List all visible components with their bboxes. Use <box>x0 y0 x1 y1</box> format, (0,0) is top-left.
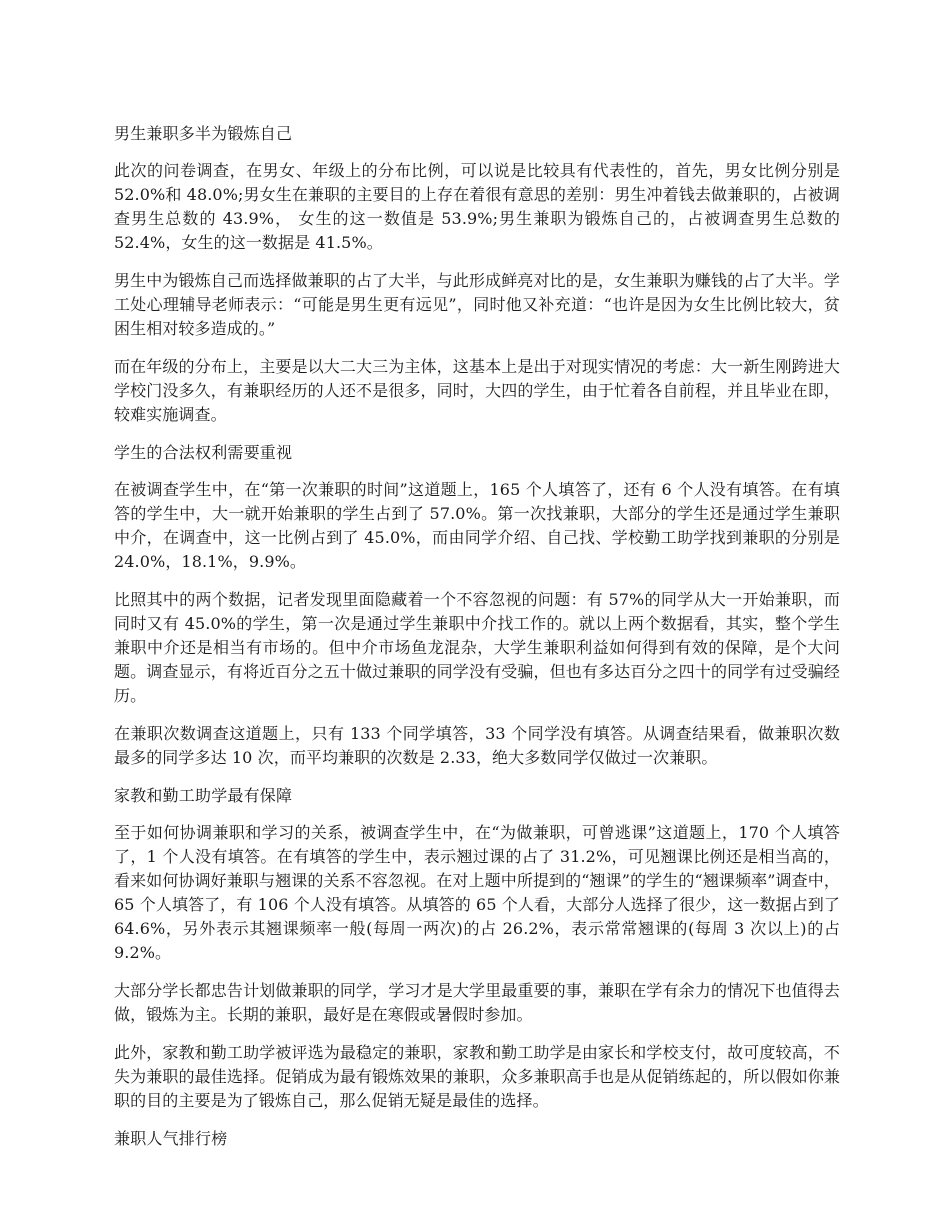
paragraph-gender-comparison: 男生中为锻炼自己而选择做兼职的占了大半，与此形成鲜亮对比的是，女生兼职为赚钱的占了大半。学工处心理辅导老师表示：“可能是男生更有远见”，同时他又补充道：“也许是因为女生比例比较大，贫困生相对较多造成的。” <box>114 271 840 338</box>
paragraph-job-count: 在兼职次数调查这道题上，只有 133 个同学填答，33 个同学没有填答。从调查结果看，做兼职次数最多的同学多达 10 次，而平均兼职的次数是 2.33，绝大多数同学仅做过一次兼职。 <box>114 724 840 767</box>
paragraph-first-job-time: 在被调查学生中，在“第一次兼职的时间”这道题上，165 个人填答了，还有 6 个人没有填答。在有填答的学生中，大一就开始兼职的学生占到了 57.0%。第一次找兼职，大部分的学生还是通过学生兼职中介，在调查中，这一比例占到了 45.0%，而由同学介绍、自己找、学校勤工助学找到兼职的分别是 24.0%，18.1%，9.9%。 <box>114 480 840 571</box>
paragraph-grade-distribution: 而在年级的分布上，主要是以大二大三为主体，这基本上是出于对现实情况的考虑：大一新生刚跨进大学校门没多久，有兼职经历的人还不是很多，同时，大四的学生，由于忙着各自前程，并且毕业在即，较难实施调查。 <box>114 357 840 424</box>
section-heading-tutoring-safest: 家教和勤工助学最有保障 <box>114 786 293 805</box>
paragraph-agency-issue: 比照其中的两个数据，记者发现里面隐藏着一个不容忽视的问题：有 57%的同学从大一开始兼职，而同时又有 45.0%的学生，第一次是通过学生兼职中介找工作的。就以上两个数据看，其实，整个学生兼职中介还是相当有市场的。但中介市场鱼龙混杂，大学生兼职利益如何得到有效的保障，是个大问题。调查显示，有将近百分之五十做过兼职的同学没有受骗，但也有多达百分之四十的同学有过受骗经历。 <box>114 590 840 705</box>
paragraph-senior-advice: 大部分学长都忠告计划做兼职的同学，学习才是大学里最重要的事，兼职在学有余力的情况下也值得去做，锻炼为主。长期的兼职，最好是在寒假或暑假时参加。 <box>114 981 840 1024</box>
paragraph-best-jobs: 此外，家教和勤工助学被评选为最稳定的兼职，家教和勤工助学是由家长和学校支付，故可度较高，不失为兼职的最佳选择。促销成为最有锻炼效果的兼职，众多兼职高手也是从促销练起的，所以假如你兼职的目的主要是为了锻炼自己，那么促销无疑是最佳的选择。 <box>114 1043 840 1110</box>
paragraph-skipping-class: 至于如何协调兼职和学习的关系，被调查学生中，在“为做兼职，可曾逃课”这道题上，170 个人填答了，1 个人没有填答。在有填答的学生中，表示翘过课的占了 31.2%，可见翘课比例还是相当高的，看来如何协调好兼职与翘课的关系不容忽视。在对上题中所提到的“翘课”的学生的“翘课频率”调查中，65 个人填答了，有 106 个人没有填答。从填答的 65 个人看，大部分人选择了很少，这一数据占到了 64.6%，另外表示其翘课频率一般(每周一两次)的占 26.2%，表示常常翘课的(每周 3 次以上)的占 9.2%。 <box>114 823 840 962</box>
section-heading-boys-work-for-training: 男生兼职多半为锻炼自己 <box>114 124 293 143</box>
section-heading-student-rights: 学生的合法权利需要重视 <box>114 443 293 462</box>
paragraph-gender-survey: 此次的问卷调查，在男女、年级上的分布比例，可以说是比较具有代表性的，首先，男女比例分别是 52.0%和 48.0%;男女生在兼职的主要目的上存在着很有意思的差别：男生冲着钱去做兼职的，占被调查男生总数的 43.9%， 女生的这一数值是 53.9%;男生兼职为锻炼自己的，占被调查男生总数的 52.4%，女生的这一数据是 41.5%。 <box>114 161 840 252</box>
document-page <box>114 122 840 1164</box>
section-heading-job-ranking: 兼职人气排行榜 <box>114 1129 228 1148</box>
